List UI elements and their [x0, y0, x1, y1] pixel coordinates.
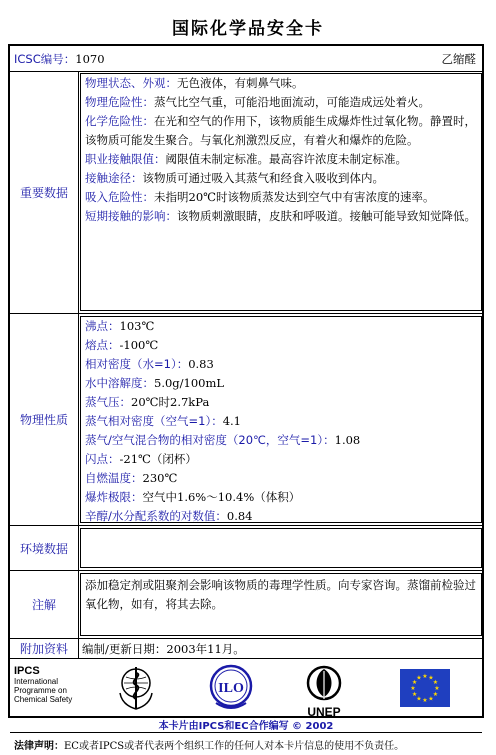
important-data-item-key: 接触途径： — [85, 171, 143, 185]
eu-star-icon: ★ — [422, 673, 428, 680]
important-data-item — [85, 74, 477, 93]
additional-info-row — [10, 639, 482, 659]
icsc-header-row — [10, 46, 482, 72]
environment-data-content — [80, 528, 482, 568]
physical-property-item — [85, 336, 477, 355]
physical-property-item-value: 空气中1.6%～10.4%（体积） — [142, 490, 301, 504]
eu-star-icon: ★ — [434, 685, 440, 692]
unep-emblem-icon — [300, 663, 348, 719]
physical-property-item-value: -100℃ — [119, 338, 159, 352]
who-emblem-icon — [114, 663, 158, 713]
physical-property-item-value: 0.83 — [188, 357, 214, 371]
environment-data-label: 环境数据 — [10, 526, 79, 570]
physical-property-item — [85, 412, 477, 431]
important-data-item-value: 阈限值未制定标准。最高容许浓度未制定标准。 — [165, 152, 407, 166]
physical-property-item-key: 相对密度（水=1）： — [85, 357, 189, 371]
important-data-item — [85, 169, 477, 188]
legal-row — [10, 733, 482, 755]
important-data-item — [85, 207, 477, 226]
eu-star-icon: ★ — [416, 674, 422, 682]
additional-info-label: 附加资料 — [10, 639, 79, 658]
physical-property-item — [85, 374, 477, 393]
important-data-item-value: 该物质刺激眼睛，皮肤和呼吸道。接触可能导致知觉降低。 — [177, 209, 476, 223]
eu-flag-icon — [400, 669, 450, 707]
important-data-item-key: 化学危险性： — [85, 114, 154, 128]
eu-star-icon: ★ — [428, 674, 434, 682]
physical-property-item-key: 熔点： — [85, 338, 120, 352]
important-data-item — [85, 188, 477, 207]
physical-property-item — [85, 355, 477, 374]
safety-card — [8, 44, 484, 752]
physical-property-item — [85, 507, 477, 526]
eu-star-icon: ★ — [410, 685, 416, 692]
physical-property-item-key: 蒸气相对密度（空气=1）： — [85, 414, 223, 428]
physical-property-item-value: 4.1 — [222, 414, 241, 428]
eu-star-icon: ★ — [416, 695, 422, 703]
physical-property-item-value: -21℃（闭杯） — [119, 452, 197, 466]
eu-star-icon: ★ — [432, 679, 439, 686]
eu-star-icon: ★ — [432, 691, 439, 698]
physical-property-item — [85, 317, 477, 336]
physical-property-item-value: 0.84 — [226, 509, 253, 523]
important-data-row — [10, 71, 482, 314]
physical-property-item-value: 230℃ — [142, 471, 178, 485]
physical-property-item-value: 1.08 — [334, 433, 361, 447]
ilo-emblem-icon — [208, 663, 254, 713]
notes-content: 添加稳定剂或阻聚剂会影响该物质的毒理学性质。向专家咨询。蒸馏前检验过氧化物，如有，将其去除。 — [80, 573, 482, 636]
physical-property-item-value: 5.0g/100mL — [154, 376, 225, 390]
cooperation-note: 本卡片由IPCS和EC合作编写 © 2002 — [158, 721, 334, 732]
eu-star-icon: ★ — [411, 679, 418, 686]
important-data-item-value: 该物质可通过吸入其蒸气和经食入吸收到体内。 — [142, 171, 384, 185]
important-data-item-value: 无色液体，有刺鼻气味。 — [177, 76, 304, 90]
important-data-item-value: 未指明20℃时该物质蒸发达到空气中有害浓度的速率。 — [154, 190, 435, 204]
physical-property-item — [85, 488, 477, 507]
physical-properties-content — [80, 316, 482, 523]
svg-text:UNEP: UNEP — [307, 705, 341, 719]
ipcs-logo: IPCS International Programme on Chemical Safety — [14, 665, 73, 704]
physical-property-item-key: 水中溶解度： — [85, 376, 154, 390]
page-title: 国际化学品安全卡 — [172, 19, 324, 39]
physical-properties-label: 物理性质 — [10, 314, 79, 525]
notes-label: 注解 — [10, 571, 79, 638]
important-data-item — [85, 112, 477, 150]
important-data-label: 重要数据 — [10, 71, 79, 313]
important-data-item — [85, 93, 477, 112]
physical-property-item-key: 蒸气/空气混合物的相对密度（20℃，空气=1）： — [85, 433, 335, 447]
physical-property-item-key: 爆炸极限： — [85, 490, 143, 504]
physical-properties-row — [10, 314, 482, 526]
eu-star-icon: ★ — [428, 695, 434, 703]
physical-property-item-key: 沸点： — [85, 319, 120, 333]
physical-property-item — [85, 450, 477, 469]
environment-data-row — [10, 526, 482, 571]
important-data-item-key: 吸入危险性： — [85, 190, 154, 204]
eu-star-icon: ★ — [411, 691, 418, 698]
physical-property-item — [85, 393, 477, 412]
physical-property-item-key: 辛醇/水分配系数的对数值： — [85, 509, 227, 523]
eu-star-icon: ★ — [422, 697, 428, 704]
important-data-item-key: 物理危险性： — [85, 95, 154, 109]
physical-property-item — [85, 469, 477, 488]
important-data-item — [85, 150, 477, 169]
physical-property-item — [85, 431, 477, 450]
important-data-item-key: 短期接触的影响： — [85, 209, 177, 223]
physical-property-item-key: 自燃温度： — [85, 471, 143, 485]
svg-text:ILO: ILO — [218, 681, 244, 696]
physical-property-item-key: 闪点： — [85, 452, 120, 466]
physical-property-item-value: 103℃ — [119, 319, 155, 333]
legal-disclaimer: 法律声明：EC或者IPCS或者代表两个组织工作的任何人对本卡片信息的使用不负责任。 — [14, 741, 405, 752]
important-data-item-key: 职业接触限值： — [85, 152, 166, 166]
physical-property-item-key: 蒸气压： — [85, 395, 131, 409]
important-data-item-value: 蒸气比空气重，可能沿地面流动，可能造成远处着火。 — [154, 95, 430, 109]
important-data-item-value: 在光和空气的作用下，该物质能生成爆炸性过氧化物。静置时，该物质可能发生聚合。与氧化剂激烈反应，有着火和爆炸的危险。 — [85, 114, 476, 147]
chemical-name: 乙缩醛 — [441, 52, 476, 66]
icsc-number: ICSC编号：1070 — [14, 52, 105, 66]
notes-row — [10, 571, 482, 639]
important-data-content — [80, 73, 482, 311]
physical-property-item-value: 20℃时2.7kPa — [131, 395, 210, 409]
important-data-item-key: 物理状态、外观： — [85, 76, 177, 90]
logos-row — [10, 659, 482, 733]
additional-info-content: 编制/更新日期：2003年11月。 — [82, 641, 245, 656]
